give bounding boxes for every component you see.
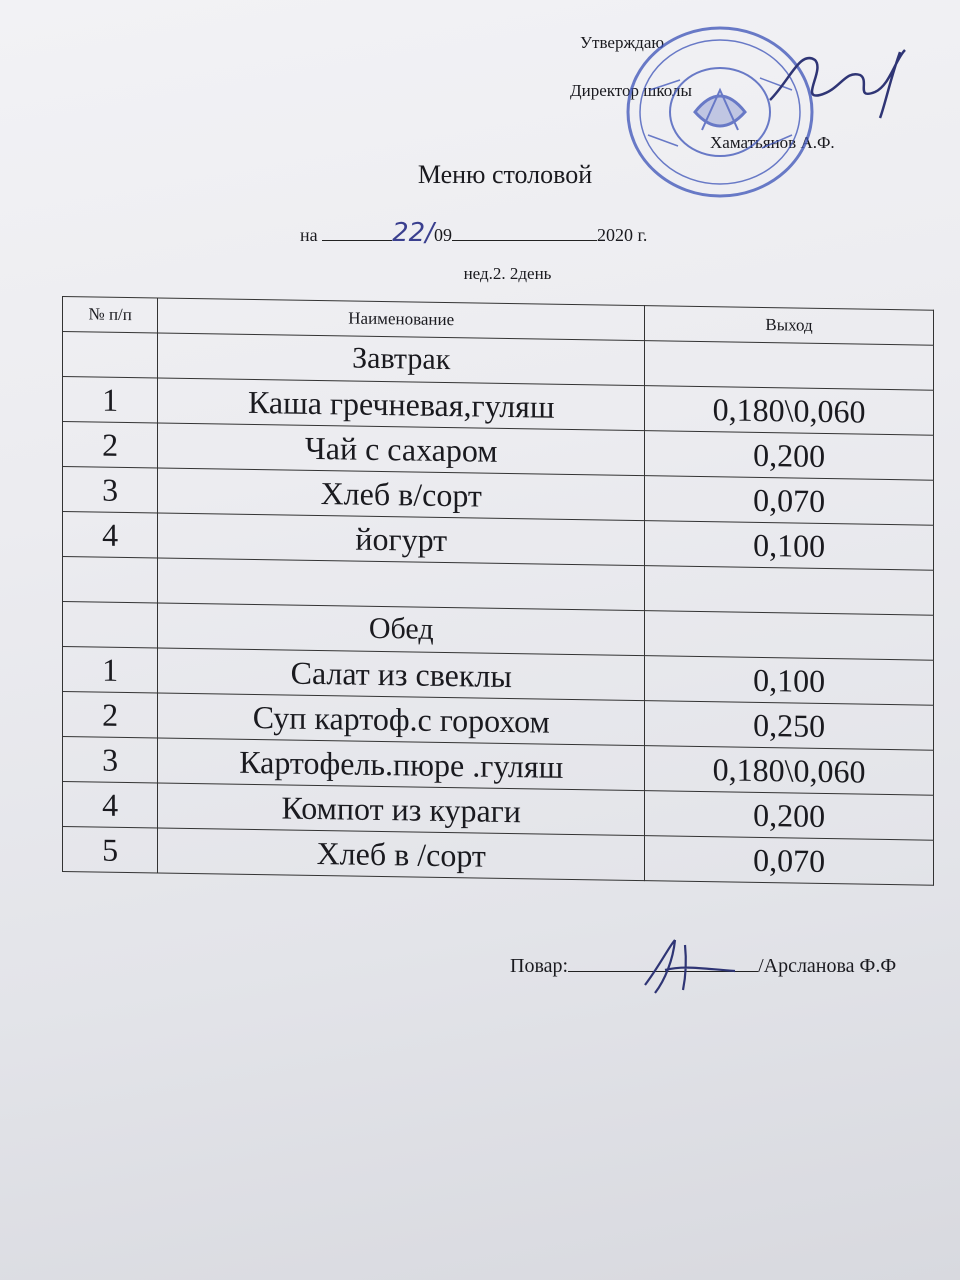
date-month: 09 xyxy=(433,225,452,245)
section-title: Завтрак xyxy=(158,333,645,386)
row-num: 3 xyxy=(63,467,158,513)
date-year: 2020 г. xyxy=(596,225,648,245)
director-name: Хаматьянов А.Ф. xyxy=(710,133,835,152)
header-out: Выход xyxy=(645,306,934,346)
row-name: Суп картоф.с горохом xyxy=(158,693,645,746)
row-name: Компот из кураги xyxy=(158,783,645,836)
header-num: № п/п xyxy=(63,297,158,333)
menu-table xyxy=(62,296,934,886)
header-name: Наименование xyxy=(158,298,645,341)
row-num: 1 xyxy=(63,377,158,423)
section-title: Обед xyxy=(158,603,645,656)
week-day-label: нед.2. 2день xyxy=(463,264,552,283)
row-name: Салат из свеклы xyxy=(158,648,645,701)
date-day: 22 xyxy=(392,218,426,248)
approve-label: Утверждаю xyxy=(580,33,665,52)
row-num: 1 xyxy=(63,647,158,693)
row-out: 0,070 xyxy=(645,476,934,526)
row-out: 0,180\0,060 xyxy=(645,746,934,796)
menu-date: на 22/09 2020 г. xyxy=(300,218,648,248)
row-name: Чай с сахаром xyxy=(158,423,645,476)
row-out: 0,250 xyxy=(645,701,934,751)
row-out: 0,180\0,060 xyxy=(645,386,934,436)
row-num: 4 xyxy=(63,512,158,558)
row-out: 0,100 xyxy=(645,656,934,706)
row-name: Картофель.пюре .гуляш xyxy=(158,738,645,791)
row-name: йогурт xyxy=(158,513,645,566)
row-num: 3 xyxy=(63,737,158,783)
cook-label: Повар: xyxy=(510,955,569,977)
row-num: 4 xyxy=(63,782,158,828)
row-out: 0,200 xyxy=(645,431,934,481)
director-label: Директор школы xyxy=(570,81,692,100)
row-out: 0,200 xyxy=(645,791,934,841)
date-prefix: на xyxy=(300,225,318,245)
row-num: 2 xyxy=(63,422,158,468)
page-title: Меню столовой xyxy=(417,160,593,189)
cook-name: /Арсланова Ф.Ф xyxy=(758,955,897,977)
row-out: 0,100 xyxy=(645,521,934,571)
row-out: 0,070 xyxy=(645,836,934,886)
director-signature-icon xyxy=(760,40,920,120)
cook-signature-icon xyxy=(625,935,755,995)
row-name: Хлеб в/сорт xyxy=(158,468,645,521)
row-num: 2 xyxy=(63,692,158,738)
row-name: Хлеб в /сорт xyxy=(158,828,645,881)
row-num: 5 xyxy=(63,827,158,873)
row-name: Каша гречневая,гуляш xyxy=(158,378,645,431)
